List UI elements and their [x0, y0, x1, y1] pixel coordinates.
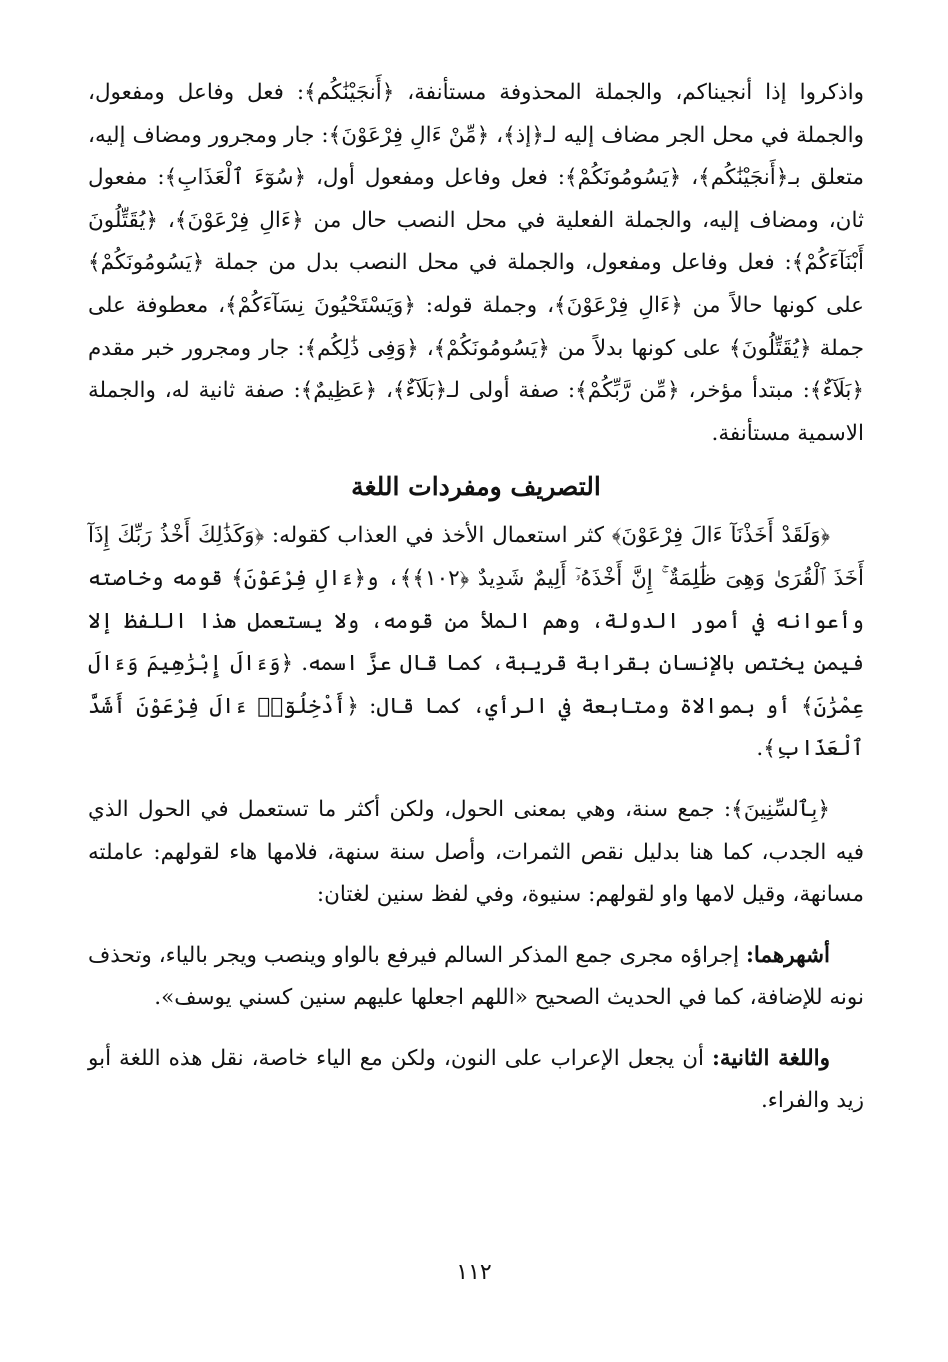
paragraph-second-dialect — [88, 1038, 864, 1123]
paragraph-lead-label: أشهرهما: — [745, 942, 830, 968]
paragraph-body-text: إجراؤه مجرى جمع المذكر السالم فيرفع بالواو وينصب ويجر بالياء، وتحذف نونه للإضافة، كما في الحديث الصحيح «اللهم اجعلها عليهم سنين كسني يوسف». — [88, 942, 864, 1011]
page-number: ١١٢ — [456, 1260, 492, 1285]
paragraph-body-text: أن يجعل الإعراب على النون، ولكن مع الياء خاصة، نقل هذه اللغة أبو زيد والفراء. — [88, 1045, 864, 1114]
paragraph-sinin: ﴿بِٱلسِّنِينَ﴾: جمع سنة، وهي بمعنى الحول، ولكن أكثر ما تستعمل في الحول الذي فيه الجدب، كما هنا بدليل نقص الثمرات، وأصل سنة سنهة، فلامها هاء لقولهم: عاملته مسانهة، وقيل لامها واو لقولهم: سنيوة، وفي لفظ سنين لغتان: — [88, 796, 864, 908]
paragraph-gap — [88, 771, 864, 789]
paragraph-first-dialect — [88, 935, 864, 1020]
paragraph-gap — [88, 917, 864, 935]
grammar-paragraph: واذكروا إذا أنجيناكم، والجملة المحذوفة مستأنفة، ﴿أَنجَيْنَٰكُم﴾: فعل وفاعل ومفعول، والجملة في محل الجر مضاف إليه لـ﴿إذ﴾، ﴿مِّنْ ءَالِ فِرْعَوْنَ﴾: جار ومجرور ومضاف إليه، متعلق بـ﴿أَنجَيْنَٰكُم﴾، ﴿يَسُومُونَكُمْ﴾: فعل وفاعل ومفعول أول، ﴿سُوٓءَ ٱلْعَذَابِ﴾: مفعول ثان، ومضاف إليه، والجملة الفعلية في محل النصب حال من ﴿ءَالِ فِرْعَوْنَ﴾، ﴿يُقَتِّلُونَ أَبْنَآءَكُمْ﴾: فعل وفاعل ومفعول، والجملة في محل النصب بدل من جملة ﴿يَسُومُونَكُمْ﴾ على كونها حالاً من ﴿ءَالِ فِرْعَوْنَ﴾، وجملة قوله: ﴿وَيَسْتَحْيُونَ نِسَآءَكُمْ﴾، معطوفة على جملة ﴿يُقَتِّلُونَ﴾ على كونها بدلاً من ﴿يَسُومُونَكُمْ﴾، ﴿وَفِى ذَٰلِكُم﴾: جار ومجرور خبر مقدم ﴿بَلَآءٌ﴾: مبتدأ مؤخر، ﴿مِّن رَّبِّكُمْ﴾: صفة أولى لـ﴿بَلَآءٌ﴾، ﴿عَظِيمٌ﴾: صفة ثانية له، والجملة الاسمية مستأنفة. — [88, 80, 864, 446]
paragraph-gap — [88, 1020, 864, 1038]
section-heading: التصريف ومفردات اللغة — [351, 472, 601, 502]
page-body — [88, 72, 864, 1123]
paragraph-aal-firawn: ﴿وَلَقَدْ أَخَذْنَآ ءَالَ فِرْعَوْنَ﴾ كثر استعمال الأخذ في العذاب كقوله: ﴿وَكَذَٰلِكَ أَخْذُ رَبِّكَ إِذَآ أَخَذَ ٱلْقُرَىٰ وَهِىَ ظَٰلِمَةٌ ۚ إِنَّ أَخْذَهُۥٓ أَلِيمٌ شَدِيدٌ ﴿١٠٢﴾﴾، و﴿ءَالِ فِرْعَوْنَ﴾ قومه وخاصته وأعوانه في أمور الدولة، وهم الملأ من قومه، ولا يستعمل هذا اللفظ إلا فيمن يختص بالإنسان بقرابة قريبة، كما قال عزَّ اسمه. ﴿وَءَالَ إِبْرَٰهِيمَ وَءَالَ عِمْرَٰنَ﴾ أو بموالاة ومتابعة في الرأي، كما قال: ﴿أَدْخِلُوٓا۟ ءَالَ فِرْعَوْنَ أَشَدَّ ٱلْعَذَابِ﴾. — [88, 523, 864, 762]
paragraph-lead-label: واللغة الثانية: — [711, 1045, 831, 1071]
